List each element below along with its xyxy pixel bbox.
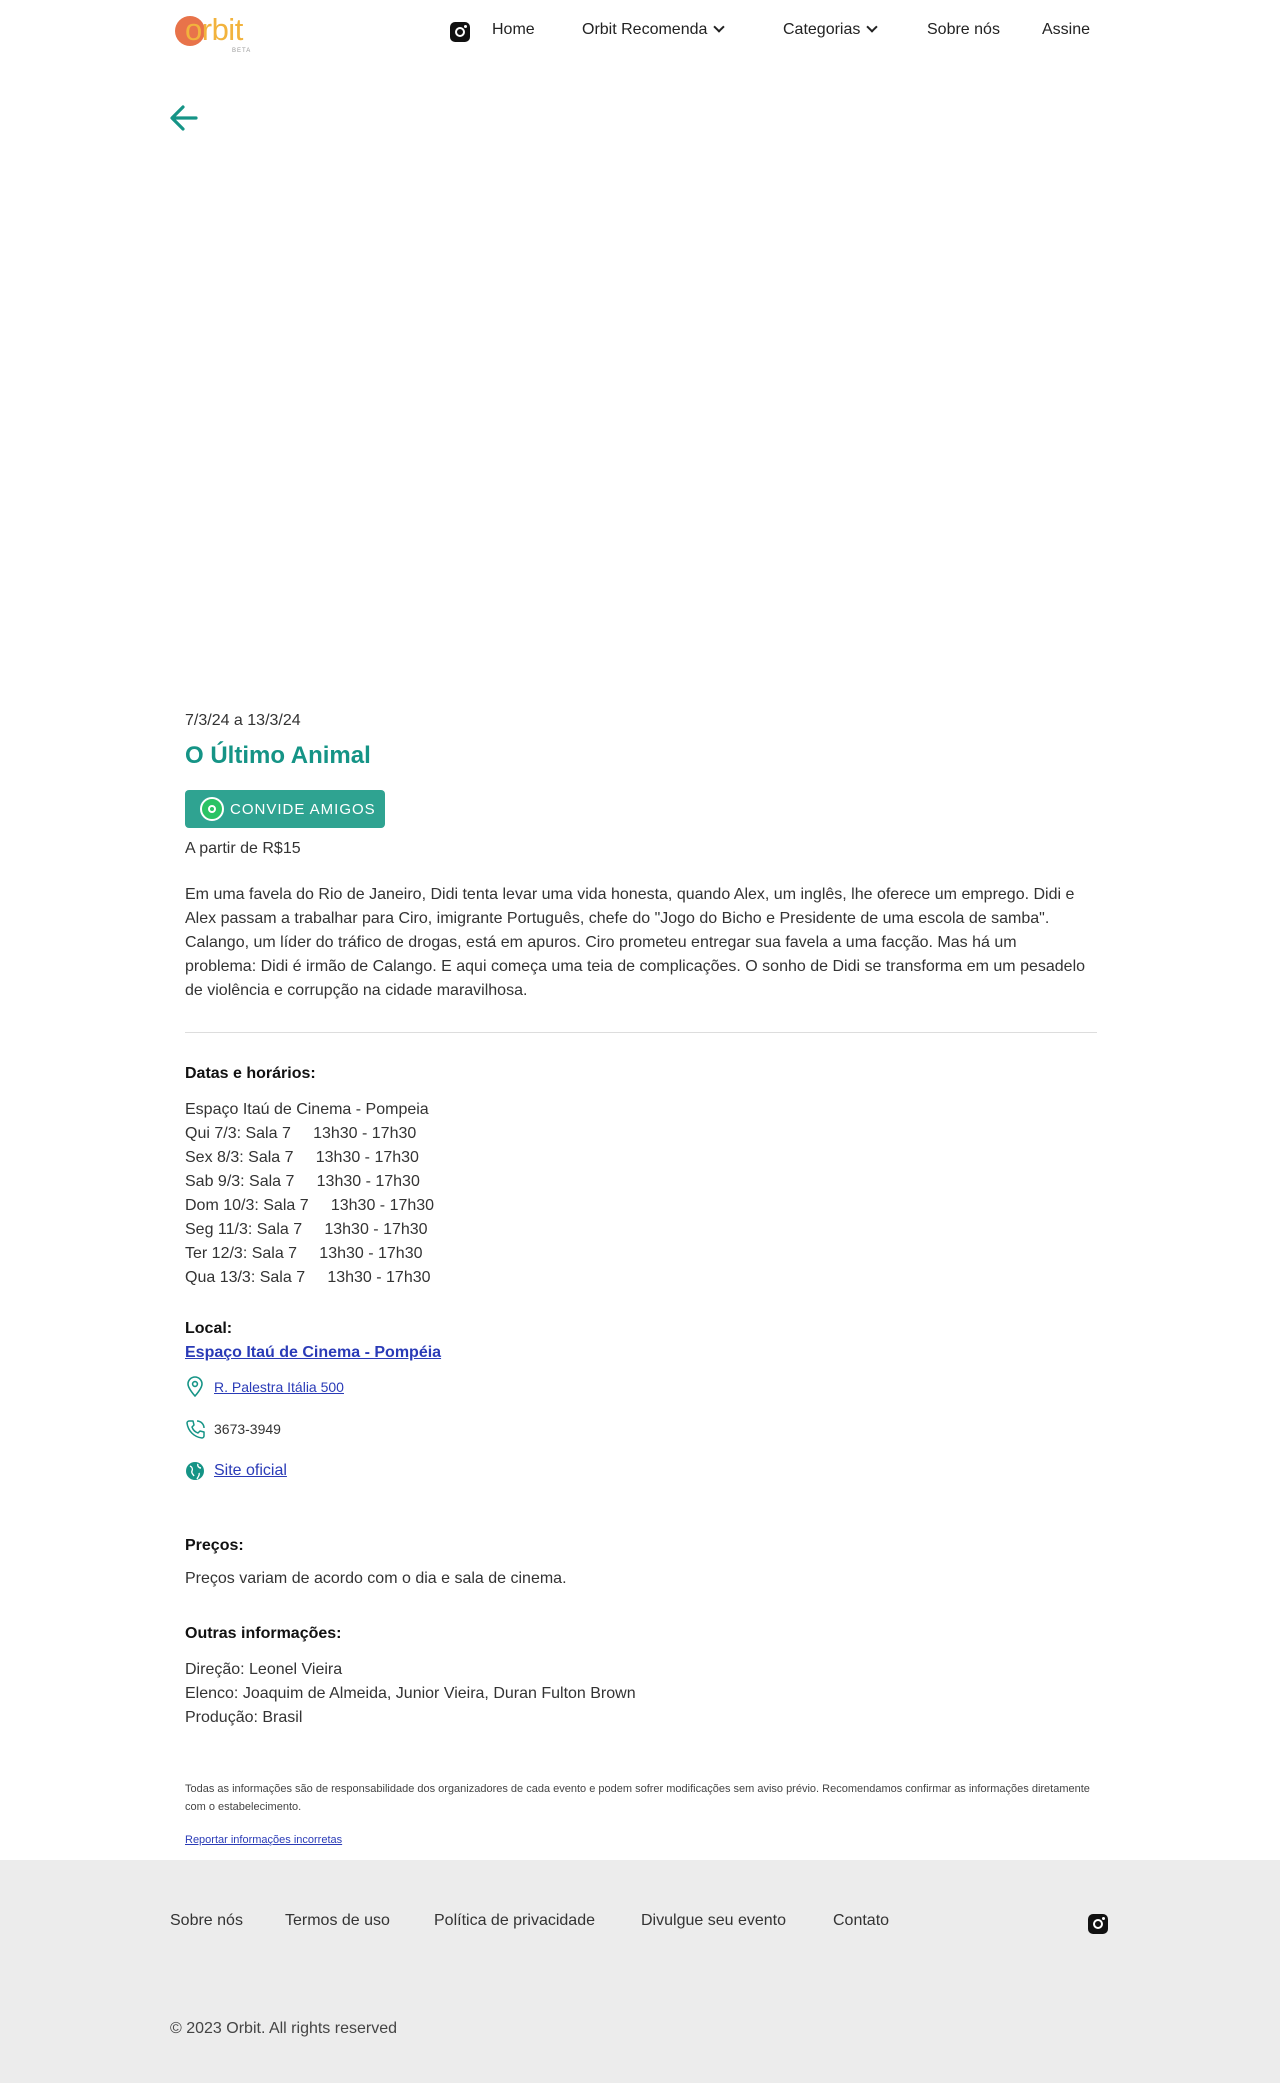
- other-info-heading: Outras informações:: [185, 1625, 342, 1642]
- official-site-link[interactable]: Site oficial: [214, 1462, 287, 1479]
- site-header: [0, 0, 1280, 62]
- address-link[interactable]: R. Palestra Itália 500: [214, 1379, 344, 1395]
- globe-icon: [185, 1460, 205, 1482]
- footer-divulgue[interactable]: Divulgue seu evento: [641, 1912, 786, 1929]
- schedule-heading: Datas e horários:: [185, 1065, 316, 1082]
- instagram-icon[interactable]: [1088, 1914, 1108, 1934]
- copyright: © 2023 Orbit. All rights reserved: [170, 2020, 397, 2037]
- prices-heading: Preços:: [185, 1537, 244, 1554]
- map-pin-icon: [185, 1376, 205, 1398]
- instagram-icon[interactable]: [450, 22, 470, 42]
- venue-link[interactable]: Espaço Itaú de Cinema - Pompéia: [185, 1344, 442, 1361]
- footer-termos[interactable]: Termos de uso: [285, 1912, 390, 1929]
- logo-beta-badge: BETA: [232, 48, 252, 54]
- phone-row: [185, 1418, 281, 1440]
- location-heading: Local:: [185, 1320, 233, 1337]
- whatsapp-icon: [200, 797, 224, 821]
- schedule-row: Seg 11/3: Sala 7 13h30 - 17h30: [185, 1221, 428, 1238]
- footer-contato[interactable]: Contato: [833, 1912, 890, 1929]
- event-title: O Último Animal: [185, 742, 371, 769]
- disclaimer-text: Todas as informações são de responsabilidade dos organizadores de cada evento e podem sofrer modificações sem aviso prévio. Recomendamos confirmar as informações diretamente com o estabelecimento.: [185, 1783, 1090, 1813]
- invite-friends-button[interactable]: [185, 790, 385, 828]
- nav-orbit-recomenda[interactable]: [582, 21, 723, 39]
- other-info-line: Direção: Leonel Vieira: [185, 1661, 343, 1678]
- nav-home[interactable]: Home: [492, 21, 535, 38]
- schedule-venue: Espaço Itaú de Cinema - Pompeia: [185, 1101, 429, 1118]
- schedule-row: Ter 12/3: Sala 7 13h30 - 17h30: [185, 1245, 423, 1262]
- phone-number: 3673-3949: [214, 1421, 281, 1437]
- schedule-row: Qui 7/3: Sala 7 13h30 - 17h30: [185, 1125, 417, 1142]
- schedule-list: [185, 1098, 1097, 1290]
- nav-assine[interactable]: Assine: [1042, 21, 1091, 38]
- event-description: Em uma favela do Rio de Janeiro, Didi tenta levar uma vida honesta, quando Alex, um inglês, lhe oferece um emprego. Didi e Alex passam a trabalhar para Ciro, imigrante Português, chefe do "Jogo do Bicho e Presidente de uma escola de samba". Calango, um líder do tráfico de drogas, está em apuros. Ciro prometeu entregar sua favela a uma facção. Mas há um problema: Didi é irmão de Calango. E aqui começa uma teia de complicações. O sonho de Didi se transforma em um pesadelo de violência e corrupção na cidade maravilhosa.: [185, 886, 1086, 999]
- schedule-row: Sab 9/3: Sala 7 13h30 - 17h30: [185, 1173, 420, 1190]
- chevron-down-icon: [714, 21, 725, 32]
- report-incorrect-link[interactable]: Reportar informações incorretas: [185, 1834, 343, 1846]
- phone-icon: [185, 1418, 205, 1440]
- footer-sobre-nos[interactable]: Sobre nós: [170, 1912, 243, 1929]
- divider: [185, 1032, 1097, 1033]
- other-info-line: Produção: Brasil: [185, 1709, 303, 1726]
- event-date-range: 7/3/24 a 13/3/24: [185, 712, 301, 729]
- nav-orbit-recomenda-label: Orbit Recomenda: [582, 21, 708, 38]
- nav-sobre-nos[interactable]: Sobre nós: [927, 21, 1000, 38]
- address-row: [185, 1376, 344, 1398]
- chevron-down-icon: [867, 21, 878, 32]
- logo-text: orbit: [185, 12, 243, 47]
- site-row: [185, 1460, 287, 1482]
- schedule-row: Qua 13/3: Sala 7 13h30 - 17h30: [185, 1269, 431, 1286]
- footer-privacidade[interactable]: Política de privacidade: [434, 1912, 595, 1929]
- prices-text: Preços variam de acordo com o dia e sala de cinema.: [185, 1570, 567, 1587]
- other-info-list: [185, 1658, 1097, 1730]
- price-from: A partir de R$15: [185, 840, 301, 857]
- nav-categorias[interactable]: [783, 21, 876, 39]
- back-arrow-icon[interactable]: [168, 102, 200, 134]
- schedule-row: Dom 10/3: Sala 7 13h30 - 17h30: [185, 1197, 435, 1214]
- site-footer: [0, 1860, 1280, 2083]
- schedule-row: Sex 8/3: Sala 7 13h30 - 17h30: [185, 1149, 419, 1166]
- nav-categorias-label: Categorias: [783, 21, 861, 38]
- other-info-line: Elenco: Joaquim de Almeida, Junior Vieira, Duran Fulton Brown: [185, 1685, 636, 1702]
- orbit-logo[interactable]: [175, 10, 265, 54]
- invite-friends-label: CONVIDE AMIGOS: [230, 800, 376, 818]
